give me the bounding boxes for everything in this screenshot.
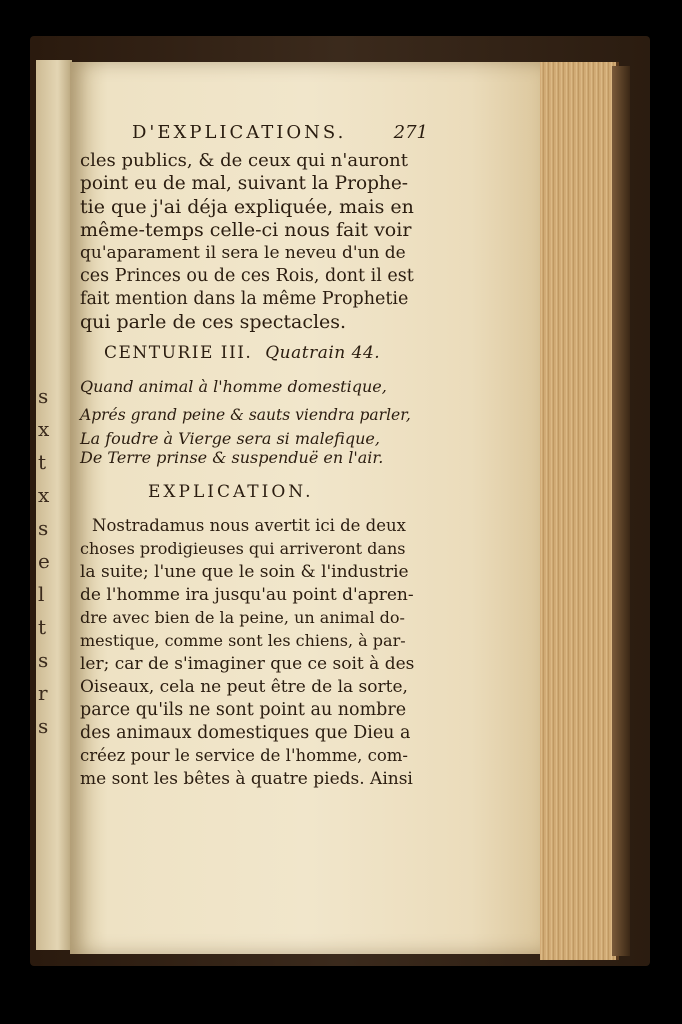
explication-heading: EXPLICATION. (148, 482, 314, 502)
quatrain-label: Quatrain 44. (265, 343, 381, 363)
page-fore-edge (540, 62, 619, 960)
text-line: la suite; l'une que le soin & l'industrie (80, 562, 409, 582)
text-line: créez pour le service de l'homme, com- (80, 746, 408, 765)
text-line: même-temps celle-ci nous fait voir (80, 219, 412, 241)
text-line: ces Princes ou de ces Rois, dont il est (80, 266, 414, 286)
left-mark: s (38, 648, 49, 672)
text-line: qui parle de ces spectacles. (80, 311, 347, 333)
cover-edge (612, 66, 630, 956)
left-page-edge (36, 60, 72, 950)
text-line: des animaux domestiques que Dieu a (80, 723, 411, 743)
left-mark: x (38, 483, 50, 507)
page-number: 271 (393, 122, 428, 143)
text-line: Nostradamus nous avertit ici de deux (92, 516, 406, 535)
left-mark: t (38, 450, 47, 474)
left-mark: l (38, 582, 45, 606)
running-header (132, 122, 428, 143)
text-line: parce qu'ils ne sont point au nombre (80, 700, 407, 720)
centurie-heading (104, 343, 380, 363)
left-mark: t (38, 615, 47, 639)
verse-line: Quand animal à l'homme domestique, (80, 377, 387, 396)
text-line: Oiseaux, cela ne peut être de la sorte, (80, 677, 408, 697)
text-line: tie que j'ai déja expliquée, mais en (80, 196, 414, 218)
text-line: mestique, comme sont les chiens, à par- (80, 631, 406, 650)
text-line: de l'homme ira jusqu'au point d'apren- (80, 585, 414, 605)
left-mark: s (38, 714, 49, 738)
text-line: fait mention dans la même Prophetie (80, 289, 409, 309)
left-mark: s (38, 384, 49, 408)
text-line: me sont les bêtes à quatre pieds. Ainsi (80, 769, 413, 789)
verse-line: La foudre à Vierge sera si malefique, (80, 429, 380, 448)
left-mark: r (38, 681, 48, 705)
left-mark: x (38, 417, 50, 441)
verse-line: Aprés grand peine & sauts viendra parler, (80, 406, 411, 424)
text-line: qu'aparament il sera le neveu d'un de (80, 243, 406, 263)
left-mark: s (38, 516, 49, 540)
verse-line: De Terre prinse & suspenduë en l'air. (80, 448, 384, 467)
text-line: ler; car de s'imaginer que ce soit à des (80, 654, 415, 674)
text-line: point eu de mal, suivant la Prophe- (80, 173, 409, 194)
running-title: D'EXPLICATIONS. (132, 122, 347, 143)
text-line: choses prodigieuses qui arriveront dans (80, 539, 406, 558)
left-mark: e (38, 549, 50, 573)
text-line: cles publics, & de ceux qui n'auront (80, 150, 408, 171)
left-page-marks (38, 380, 68, 743)
text-line: dre avec bien de la peine, un animal do- (80, 608, 405, 627)
centurie-label: CENTURIE III. (104, 343, 253, 363)
